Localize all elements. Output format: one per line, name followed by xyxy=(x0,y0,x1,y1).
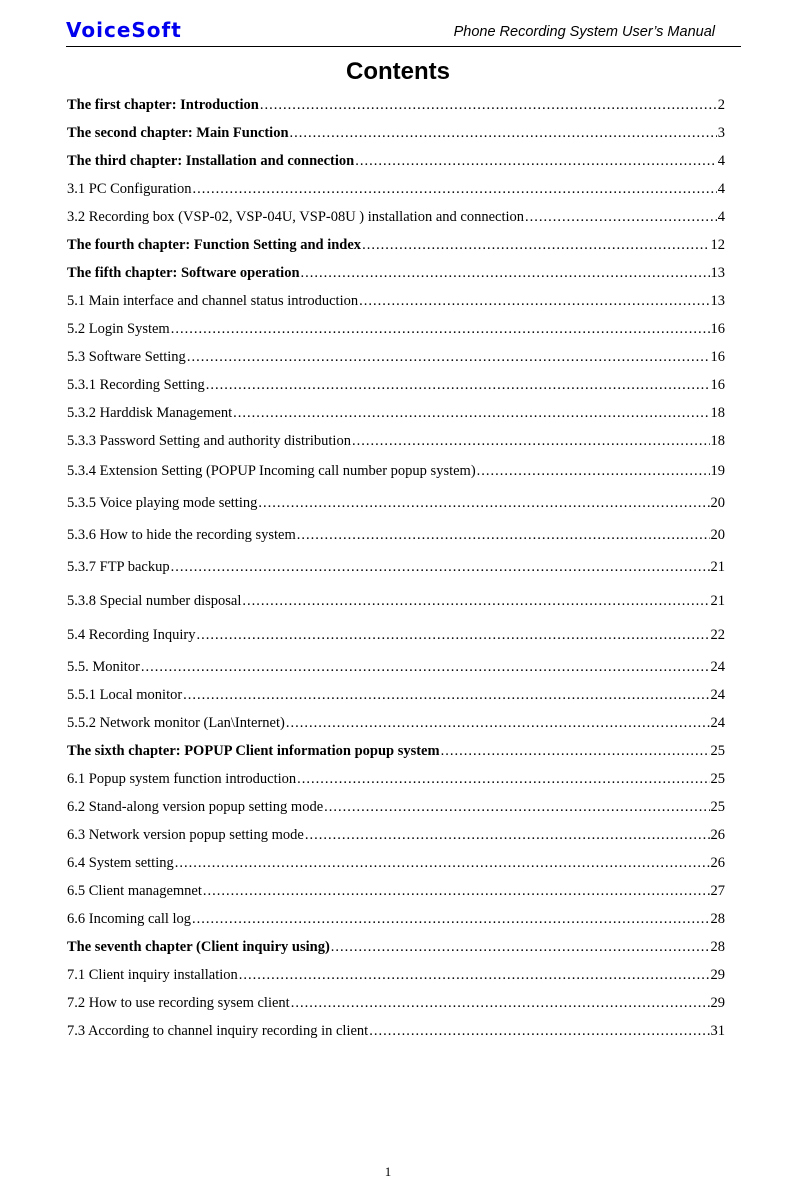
toc-entry-page: 4 xyxy=(717,153,725,169)
toc-entry-page: 25 xyxy=(710,771,725,787)
toc-leader-dots xyxy=(175,853,710,873)
toc-entry-page: 28 xyxy=(710,911,725,927)
toc-leader-dots xyxy=(331,937,710,957)
toc-entry[interactable] xyxy=(67,825,725,845)
page-number: 1 xyxy=(384,1164,392,1179)
toc-leader-dots xyxy=(203,881,710,901)
toc-entry-label: 5.3.1 Recording Setting xyxy=(67,377,205,393)
toc-entry-label: 5.2 Login System xyxy=(67,321,170,337)
toc-leader-dots xyxy=(369,1021,709,1041)
toc-entry-page: 4 xyxy=(717,209,725,225)
toc-leader-dots xyxy=(260,95,717,115)
brand-logo: VoiceSoft xyxy=(66,18,182,42)
toc-entry[interactable] xyxy=(67,263,725,283)
toc-entry-label: 3.1 PC Configuration xyxy=(67,181,192,197)
toc-entry-page: 24 xyxy=(710,715,725,731)
toc-leader-dots xyxy=(477,461,710,481)
toc-entry[interactable] xyxy=(67,657,725,677)
toc-entry-page: 16 xyxy=(710,321,725,337)
toc-entry[interactable] xyxy=(67,151,725,171)
toc-entry-page: 24 xyxy=(710,687,725,703)
toc-leader-dots xyxy=(192,909,709,929)
toc-entry-page: 20 xyxy=(710,527,725,543)
toc-entry-label: 5.1 Main interface and channel status introduction xyxy=(67,293,359,309)
toc-entry-label: The fifth chapter: Software operation xyxy=(67,265,300,281)
toc-entry[interactable] xyxy=(67,853,725,873)
toc-entry[interactable] xyxy=(67,769,725,789)
toc-entry-label: The second chapter: Main Function xyxy=(67,125,289,141)
toc-leader-dots xyxy=(258,493,709,513)
toc-leader-dots xyxy=(324,797,709,817)
toc-entry-page: 25 xyxy=(710,799,725,815)
toc-leader-dots xyxy=(290,123,717,143)
toc-entry[interactable] xyxy=(67,557,725,577)
toc-entry-label: 6.4 System setting xyxy=(67,855,174,871)
toc-entry[interactable] xyxy=(67,403,725,423)
toc-entry[interactable] xyxy=(67,741,725,761)
toc-entry-page: 3 xyxy=(717,125,725,141)
toc-entry-label: 5.3.3 Password Setting and authority distribution xyxy=(67,433,351,449)
toc-entry-label: 6.3 Network version popup setting mode xyxy=(67,827,304,843)
toc-entry-page: 24 xyxy=(710,659,725,675)
toc-leader-dots xyxy=(352,431,710,451)
toc-entry[interactable] xyxy=(67,123,725,143)
toc-entry[interactable] xyxy=(67,685,725,705)
toc-entry-label: 5.3.5 Voice playing mode setting xyxy=(67,495,258,511)
toc-entry-label: 6.5 Client managemnet xyxy=(67,883,202,899)
toc-leader-dots xyxy=(525,207,717,227)
toc-leader-dots xyxy=(192,179,716,199)
contents-heading: Contents xyxy=(346,58,450,85)
toc-entry[interactable] xyxy=(67,1021,725,1041)
toc-entry[interactable] xyxy=(67,965,725,985)
toc-entry-label: 5.5.2 Network monitor (Lan\Internet) xyxy=(67,715,285,731)
toc-entry[interactable] xyxy=(67,493,725,513)
toc-entry-label: 7.1 Client inquiry installation xyxy=(67,967,238,983)
toc-entry-label: 5.5.1 Local monitor xyxy=(67,687,183,703)
toc-leader-dots xyxy=(305,825,710,845)
toc-leader-dots xyxy=(301,263,710,283)
toc-leader-dots xyxy=(171,557,710,577)
toc-entry-label: 5.3.7 FTP backup xyxy=(67,559,170,575)
toc-entry[interactable] xyxy=(67,207,725,227)
toc-leader-dots xyxy=(441,741,710,761)
toc-entry-page: 19 xyxy=(710,463,725,479)
toc-entry-label: 5.4 Recording Inquiry xyxy=(67,627,196,643)
toc-entry-page: 26 xyxy=(710,827,725,843)
toc-entry-label: The seventh chapter (Client inquiry using) xyxy=(67,939,330,955)
toc-entry-page: 21 xyxy=(710,559,725,575)
toc-leader-dots xyxy=(286,713,710,733)
toc-entry[interactable] xyxy=(67,993,725,1013)
toc-leader-dots xyxy=(355,151,717,171)
toc-entry-page: 22 xyxy=(710,627,725,643)
toc-entry-label: The sixth chapter: POPUP Client information popup system xyxy=(67,743,440,759)
toc-entry-label: 7.3 According to channel inquiry recording in client xyxy=(67,1023,369,1039)
toc-leader-dots xyxy=(297,769,709,789)
toc-entry-page: 16 xyxy=(710,349,725,365)
toc-entry[interactable] xyxy=(67,909,725,929)
toc-leader-dots xyxy=(183,685,709,705)
toc-entry-page: 25 xyxy=(710,743,725,759)
toc-leader-dots xyxy=(171,319,710,339)
toc-entry-page: 29 xyxy=(710,995,725,1011)
toc-leader-dots xyxy=(187,347,710,367)
toc-entry[interactable] xyxy=(67,347,725,367)
toc-entry-page: 31 xyxy=(710,1023,725,1039)
toc-entry[interactable] xyxy=(67,625,725,645)
toc-entry-label: 3.2 Recording box (VSP-02, VSP-04U, VSP-08U ) installation and connection xyxy=(67,209,524,225)
toc-entry-page: 12 xyxy=(710,237,725,253)
toc-entry-page: 18 xyxy=(710,433,725,449)
toc-entry[interactable] xyxy=(67,431,725,451)
toc-entry-page: 4 xyxy=(717,181,725,197)
toc-entry-label: 5.3.2 Harddisk Management xyxy=(67,405,233,421)
toc-entry-page: 26 xyxy=(710,855,725,871)
toc-entry[interactable] xyxy=(67,591,725,611)
toc-entry-label: 5.3 Software Setting xyxy=(67,349,186,365)
toc-entry-label: 6.6 Incoming call log xyxy=(67,911,192,927)
toc-entry[interactable] xyxy=(67,461,725,481)
toc-entry[interactable] xyxy=(67,525,725,545)
toc-entry[interactable] xyxy=(67,881,725,901)
toc-entry-page: 27 xyxy=(710,883,725,899)
toc-entry-label: The fourth chapter: Function Setting and index xyxy=(67,237,362,253)
toc-leader-dots xyxy=(291,993,710,1013)
toc-entry[interactable] xyxy=(67,713,725,733)
toc-entry[interactable] xyxy=(67,95,725,115)
toc-leader-dots xyxy=(359,291,709,311)
toc-entry-page: 2 xyxy=(717,97,725,113)
toc-leader-dots xyxy=(206,375,710,395)
toc-entry-label: 6.1 Popup system function introduction xyxy=(67,771,297,787)
toc-entry-page: 29 xyxy=(710,967,725,983)
toc-entry-label: 5.5. Monitor xyxy=(67,659,140,675)
toc-entry[interactable] xyxy=(67,291,725,311)
page-header xyxy=(66,18,741,47)
toc-leader-dots xyxy=(141,657,710,677)
toc-entry[interactable] xyxy=(67,319,725,339)
toc-entry-page: 21 xyxy=(710,593,725,609)
toc-leader-dots xyxy=(362,235,709,255)
toc-leader-dots xyxy=(233,403,709,423)
toc-leader-dots xyxy=(239,965,710,985)
toc-entry[interactable] xyxy=(67,375,725,395)
toc-entry-page: 13 xyxy=(710,293,725,309)
toc-entry[interactable] xyxy=(67,937,725,957)
toc-entry-label: The first chapter: Introduction xyxy=(67,97,259,113)
toc-leader-dots xyxy=(242,591,709,611)
toc-entry-page: 13 xyxy=(710,265,725,281)
toc-entry[interactable] xyxy=(67,797,725,817)
toc-entry-label: 6.2 Stand-along version popup setting mode xyxy=(67,799,324,815)
toc-entry-page: 18 xyxy=(710,405,725,421)
toc-entry-page: 16 xyxy=(710,377,725,393)
toc-entry-label: 7.2 How to use recording sysem client xyxy=(67,995,290,1011)
toc-leader-dots xyxy=(196,625,709,645)
toc-entry-label: 5.3.8 Special number disposal xyxy=(67,593,242,609)
toc-leader-dots xyxy=(297,525,710,545)
toc-entry-label: 5.3.4 Extension Setting (POPUP Incoming call number popup system) xyxy=(67,463,476,479)
document-title: Phone Recording System User’s Manual xyxy=(453,24,715,40)
toc-entry-label: 5.3.6 How to hide the recording system xyxy=(67,527,296,543)
toc-entry-page: 28 xyxy=(710,939,725,955)
toc-entry-label: The third chapter: Installation and connection xyxy=(67,153,355,169)
toc-entry[interactable] xyxy=(67,179,725,199)
toc-entry[interactable] xyxy=(67,235,725,255)
toc-entry-page: 20 xyxy=(710,495,725,511)
